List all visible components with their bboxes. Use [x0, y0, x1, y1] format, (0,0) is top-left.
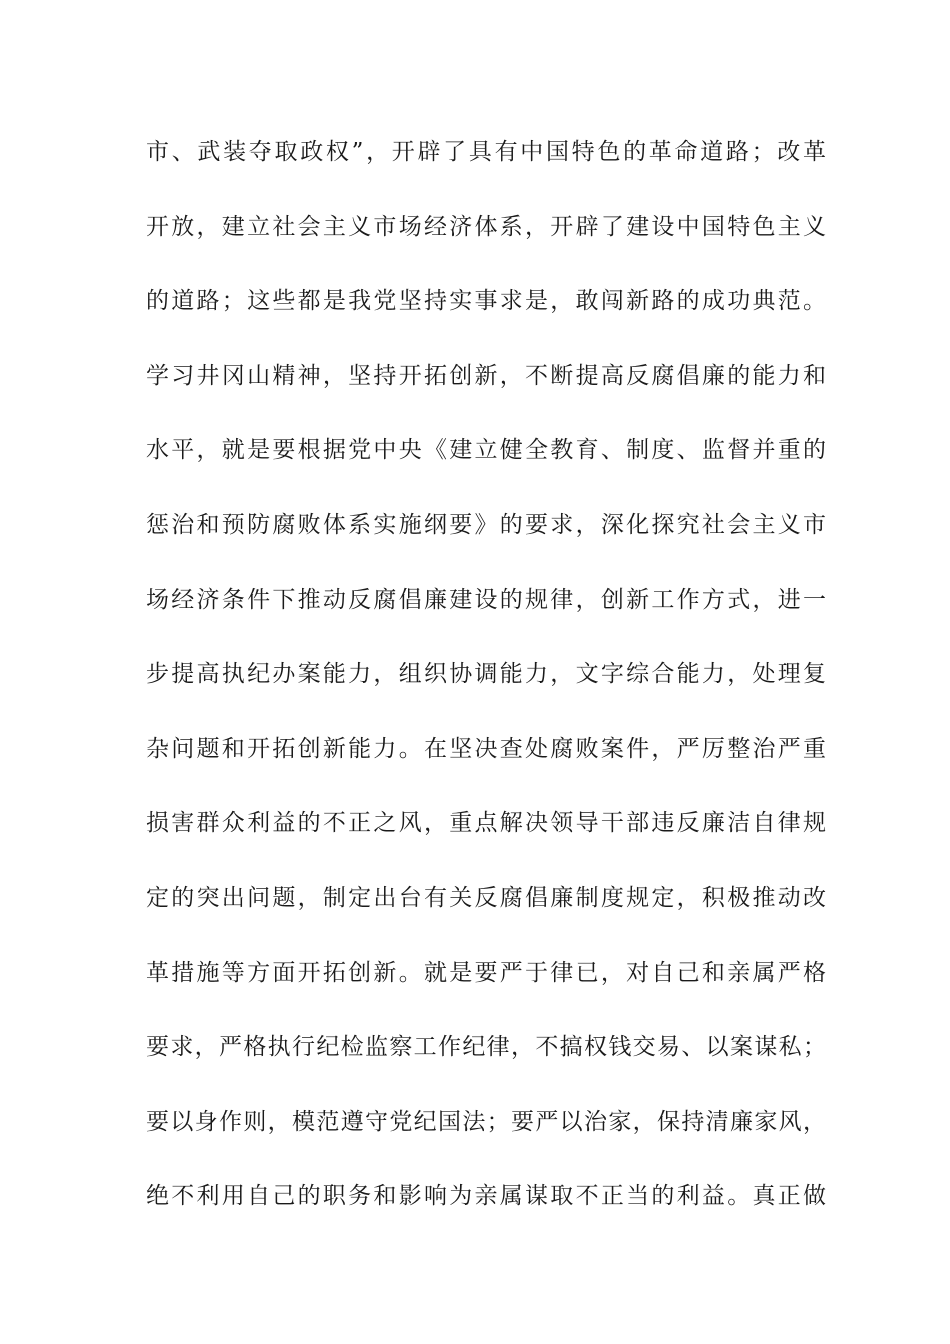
text-line: 的道路；这些都是我党坚持实事求是，敢闯新路的成功典范。 [146, 288, 826, 315]
text-line: 要求，严格执行纪检监察工作纪律，不搞权钱交易、以案谋私； [146, 1034, 826, 1061]
text-line: 市、武装夺取政权”，开辟了具有中国特色的革命道路；改革 [146, 139, 826, 165]
text-line: 水平，就是要根据党中央《建立健全教育、制度、监督并重的 [146, 437, 826, 464]
text-line: 要以身作则，模范遵守党纪国法；要严以治家，保持清廉家风， [146, 1108, 826, 1135]
text-line: 绝不利用自己的职务和影响为亲属谋取不正当的利益。真正做 [146, 1183, 826, 1210]
text-line: 开放，建立社会主义市场经济体系，开辟了建设中国特色主义 [146, 213, 826, 240]
text-line: 步提高执纪办案能力，组织协调能力，文字综合能力，处理复 [146, 661, 826, 688]
text-line: 杂问题和开拓创新能力。在坚决查处腐败案件，严厉整治严重 [146, 735, 826, 762]
text-line: 损害群众利益的不正之风，重点解决领导干部违反廉洁自律规 [146, 810, 826, 837]
text-line: 革措施等方面开拓创新。就是要严于律已，对自己和亲属严格 [146, 959, 826, 986]
text-line: 学习井冈山精神，坚持开拓创新，不断提高反腐倡廉的能力和 [146, 362, 826, 389]
text-line: 定的突出问题，制定出台有关反腐倡廉制度规定，积极推动改 [146, 884, 826, 911]
text-line: 惩治和预防腐败体系实施纲要》的要求，深化探究社会主义市 [146, 511, 826, 538]
text-line: 场经济条件下推动反腐倡廉建设的规律，创新工作方式，进一 [146, 586, 826, 613]
body-text [146, 132, 826, 1251]
